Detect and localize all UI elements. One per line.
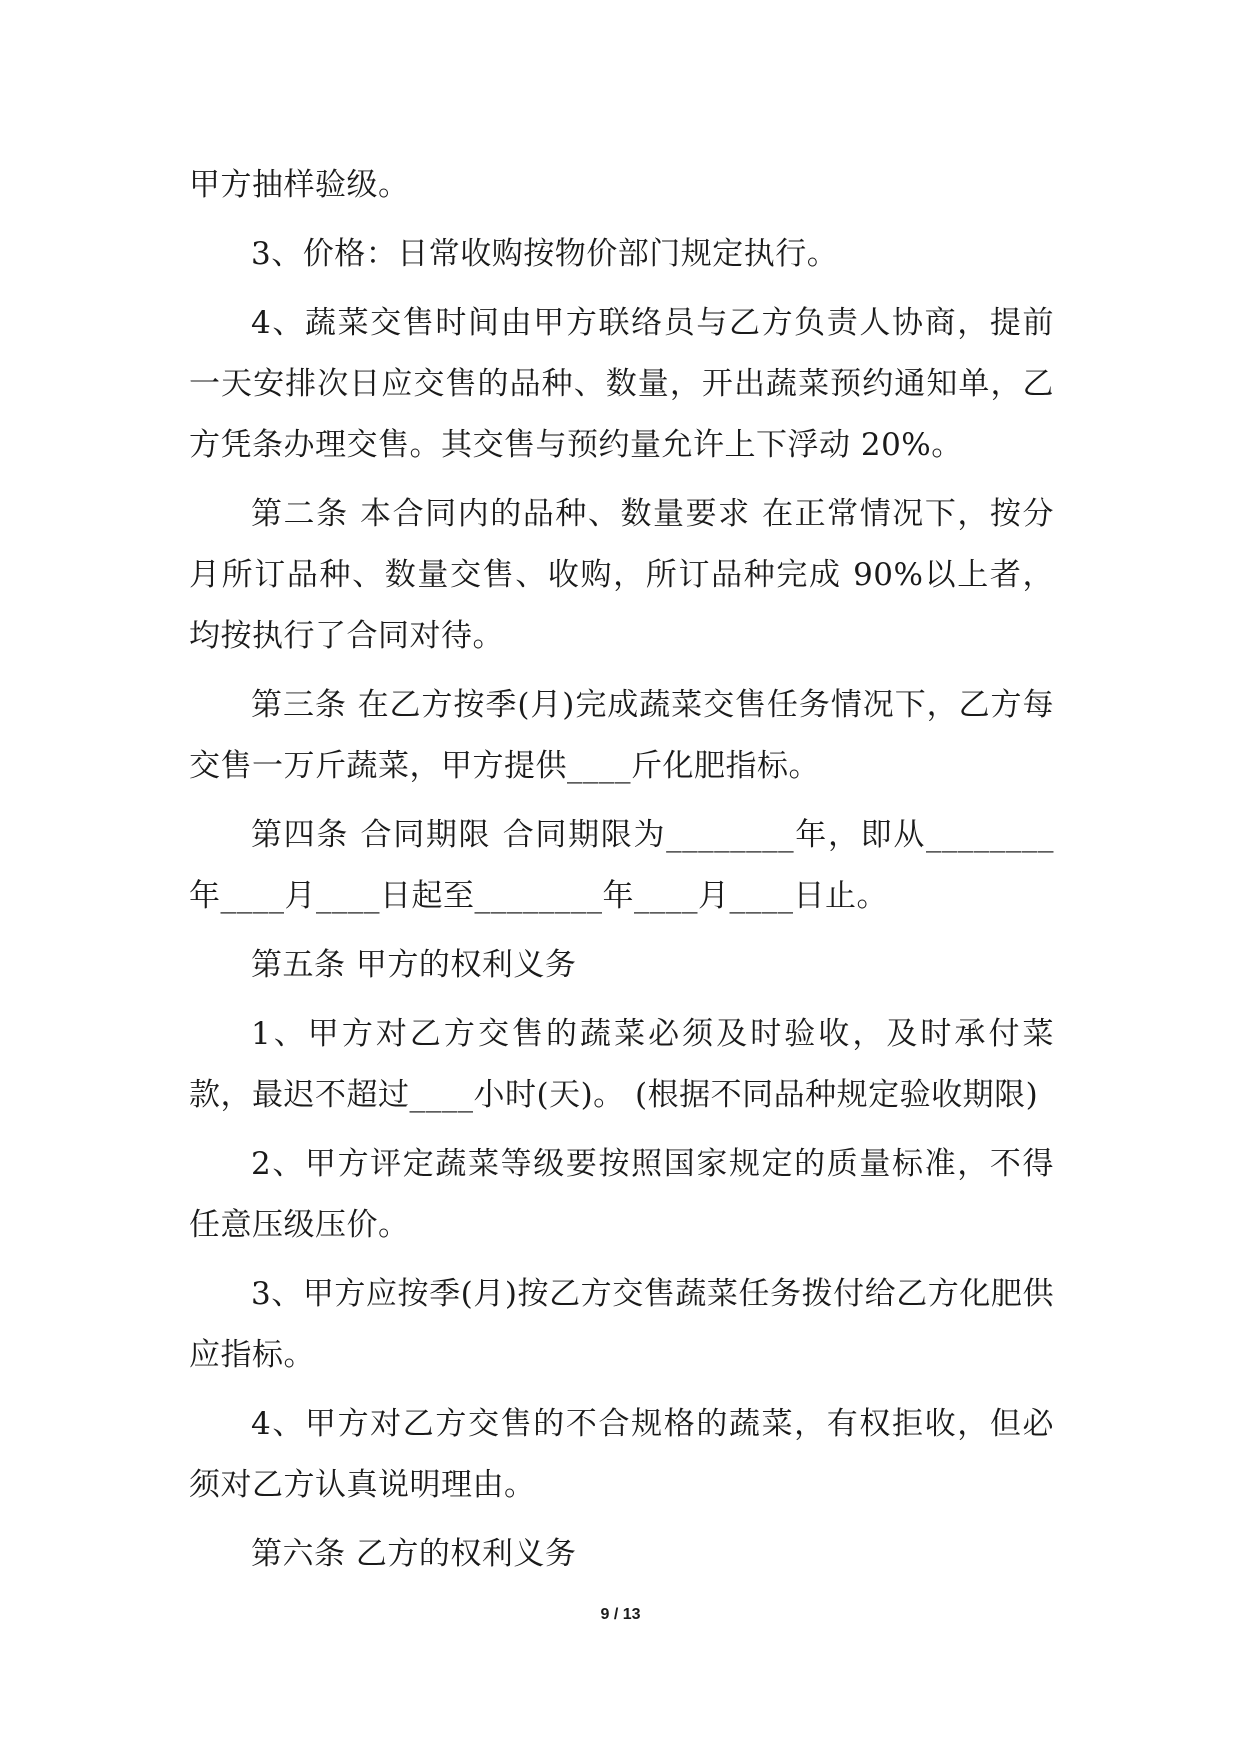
- section-heading: 第六条 乙方的权利义务: [251, 1536, 577, 1572]
- paragraph: 1、甲方对乙方交售的蔬菜必须及时验收，及时承付菜款，最迟不超过____小时(天)。 (根据不同品种规定验收期限): [189, 1016, 1054, 1113]
- paragraph: 甲方抽样验级。: [189, 167, 410, 203]
- paragraph: 第三条 在乙方按季(月)完成蔬菜交售任务情况下，乙方每交售一万斤蔬菜，甲方提供____斤化肥指标。: [189, 687, 1054, 784]
- paragraph: 3、价格：日常收购按物价部门规定执行。: [251, 236, 839, 272]
- paragraph: 3、甲方应按季(月)按乙方交售蔬菜任务拨付给乙方化肥供应指标。: [189, 1276, 1054, 1373]
- paragraph: 第四条 合同期限 合同期限为________年，即从________年____月____日起至________年____月____日止。: [189, 817, 1054, 914]
- paragraph: 2、甲方评定蔬菜等级要按照国家规定的质量标准，不得任意压级压价。: [189, 1146, 1054, 1243]
- page-number: 9 / 13: [600, 1606, 641, 1623]
- paragraph: 4、甲方对乙方交售的不合规格的蔬菜，有权拒收，但必须对乙方认真说明理由。: [189, 1406, 1054, 1503]
- section-heading: 第五条 甲方的权利义务: [251, 947, 577, 983]
- document-body: [189, 155, 1054, 1593]
- paragraph: 第二条 本合同内的品种、数量要求 在正常情况下，按分月所订品种、数量交售、收购，所订品种完成 90%以上者，均按执行了合同对待。: [189, 496, 1054, 654]
- paragraph: 4、蔬菜交售时间由甲方联络员与乙方负责人协商，提前一天安排次日应交售的品种、数量，开出蔬菜预约通知单，乙方凭条办理交售。其交售与预约量允许上下浮动 20%。: [189, 305, 1054, 463]
